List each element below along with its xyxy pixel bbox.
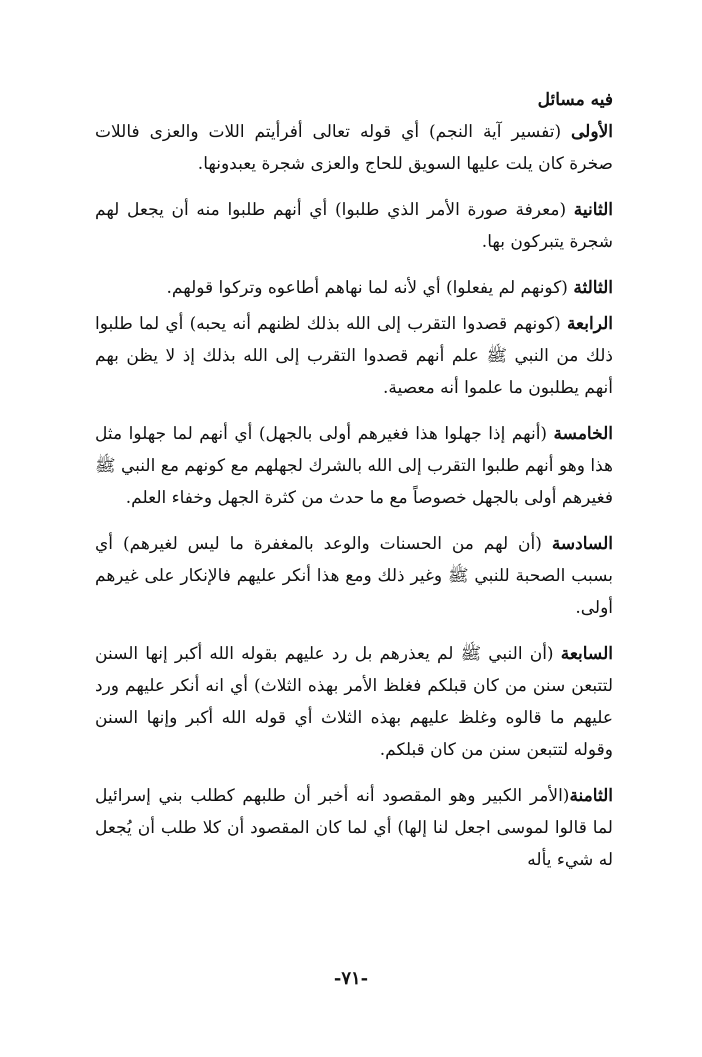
section-heading: فيه مسائل — [537, 90, 613, 110]
issue-term: السادسة — [551, 534, 613, 554]
issue-paragraph-1 — [95, 116, 613, 180]
page-text-body — [95, 84, 613, 890]
page-number: -٧١- — [333, 968, 369, 989]
issue-paragraph-3 — [95, 272, 613, 304]
issue-text: (معرفة صورة الأمر الذي طلبوا) أي أنهم طلبوا منه أن يجعل لهم شجرة يتبركون بها. — [95, 200, 613, 252]
issue-term: الثالثة — [573, 278, 613, 298]
issue-paragraph-6 — [95, 528, 613, 624]
issue-text: (كونهم قصدوا التقرب إلى الله بذلك لظنهم أنه يحبه) أي لما طلبوا ذلك من النبي ﷺ علم أنهم قصدوا التقرب إلى الله بذلك إذ لا يظن بهم أنهم يطلبون ما علموا أنه معصية. — [95, 314, 613, 398]
issue-paragraph-5 — [95, 418, 613, 514]
issue-text: (كونهم لم يفعلوا) أي لأنه لما نهاهم أطاعوه وتركوا قولهم. — [166, 278, 574, 298]
issue-term: الثانية — [573, 200, 613, 220]
issue-text: (أن النبي ﷺ لم يعذرهم بل رد عليهم بقوله الله أكبر إنها السنن لتتبعن سنن من كان قبلكم فغلظ الأمر بهذه الثلاث) أي انه أنكر عليهم ورد عليهم ما قالوه وغلظ عليهم بهذه الثلاث أي قوله الله أكبر وإنها السنن وقوله لتتبعن سنن من كان قبلكم. — [95, 644, 613, 760]
issue-text: (تفسير آية النجم) أي قوله تعالى أفرأيتم اللات والعزى فاللات صخرة كان يلت عليها السويق للحاج والعزى شجرة يعبدونها. — [95, 122, 613, 174]
issue-text: (أن لهم من الحسنات والوعد بالمغفرة ما ليس لغيرهم) أي بسبب الصحبة للنبي ﷺ وغير ذلك ومع هذا أنكر عليهم فالإنكار على غيرهم أولى. — [95, 534, 613, 618]
issue-paragraph-7 — [95, 638, 613, 766]
issue-paragraph-4 — [95, 308, 613, 404]
issue-term: الأولى — [571, 122, 613, 142]
issue-text: (أنهم إذا جهلوا هذا فغيرهم أولى بالجهل) أي أنهم لما جهلوا مثل هذا وهو أنهم طلبوا التقرب إلى الله بالشرك لجهلهم مع كونهم مع النبي ﷺ فغيرهم أولى بالجهل خصوصاً مع ما حدث من كثرة الجهل وخفاء العلم. — [95, 424, 613, 508]
issue-term: الرابعة — [566, 314, 613, 334]
issue-paragraph-8 — [95, 780, 613, 876]
issue-term: السابعة — [560, 644, 613, 664]
issue-term: الثامنة — [569, 786, 613, 806]
issue-text: (الأمر الكبير وهو المقصود أنه أخبر أن طلبهم كطلب بني إسرائيل لما قالوا لموسى اجعل لنا إلها) أي لما كان المقصود أن كلا طلب أن يُجعل له شيء يأله — [95, 786, 613, 870]
issue-term: الخامسة — [553, 424, 613, 444]
issue-paragraph-2 — [95, 194, 613, 258]
